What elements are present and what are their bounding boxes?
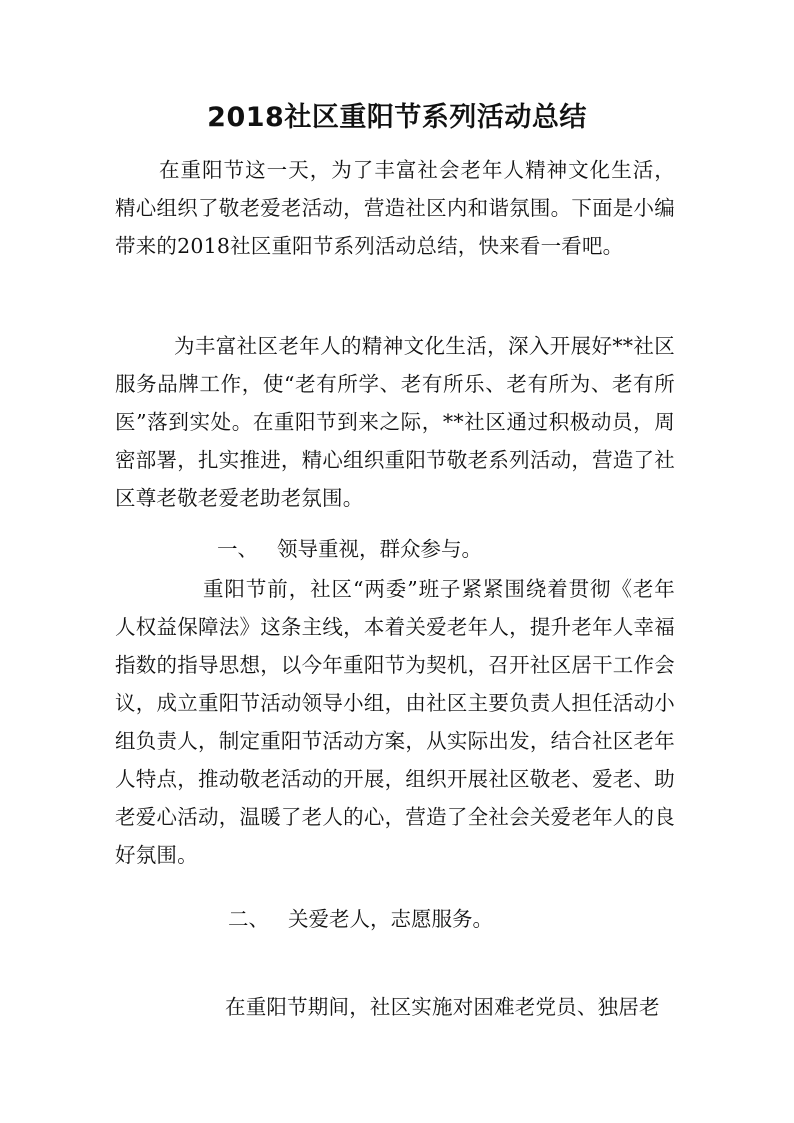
main-paragraph: 为丰富社区老年人的精神文化生活，深入开展好**社区服务品牌工作，使“老有所学、老有所乐、老有所为、老有所医”落到实处。在重阳节到来之际，**社区通过积极动员，周密部署，扎实推进，精心组织重阳节敬老系列活动，营造了社区尊老敬老爱老助老氛围。	[115, 334, 675, 510]
intro-paragraph: 在重阳节这一天，为了丰富社会老年人精神文化生活，精心组织了敬老爱老活动，营造社区内和谐氛围。下面是小编带来的2018社区重阳节系列活动总结，快来看一看吧。	[115, 158, 675, 258]
section-1-heading	[217, 530, 482, 568]
section-1-body: 重阳节前，社区“两委”班子紧紧围绕着贯彻《老年人权益保障法》这条主线，本着关爱老年人，提升老年人幸福指数的指导思想，以今年重阳节为契机，召开社区居干工作会议，成立重阳节活动领导小组，由社区主要负责人担任活动小组负责人，制定重阳节活动方案，从实际出发，结合社区老年人特点，推动敬老活动的开展，组织开展社区敬老、爱老、助老爱心活动，温暖了老人的心，营造了全社会关爱老年人的良好氛围。	[115, 577, 675, 867]
section-1-number: 一、	[217, 537, 258, 561]
section-2-heading	[228, 900, 493, 938]
document-title: 2018社区重阳节系列活动总结	[207, 102, 587, 133]
section-1-heading-text: 领导重视，群众参与。	[277, 537, 482, 561]
section-2-heading-text: 关爱老人，志愿服务。	[288, 907, 493, 931]
section-2-number: 二、	[228, 907, 269, 931]
section-2-body: 在重阳节期间，社区实施对困难老党员、独居老	[225, 995, 660, 1019]
